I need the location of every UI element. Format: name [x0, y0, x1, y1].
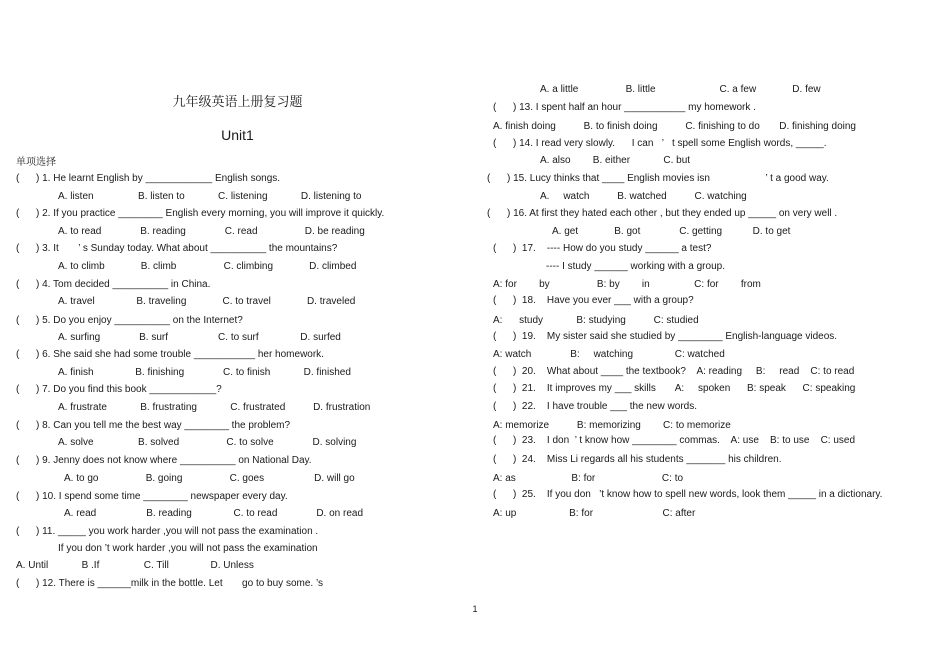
question-line: ( ) 19. My sister said she studied by ________ English-language videos.: [493, 331, 838, 342]
question-line: A. Until B .If C. Till D. Unless: [16, 560, 254, 571]
question-line: A: as B: for C: to: [493, 473, 684, 484]
question-line: A: for by B: by in C: for from: [493, 279, 761, 290]
question-line: ---- I study ______ working with a group.: [546, 261, 725, 272]
question-line: A: memorize B: memorizing C: to memorize: [493, 420, 731, 431]
question-line: ( ) 24. Miss Li regards all his students _______ his children.: [493, 454, 782, 465]
question-line: ( ) 7. Do you find this book ____________?: [16, 384, 222, 395]
question-line: ( ) 6. She said she had some trouble ___________ her homework.: [16, 349, 324, 360]
question-line: ( ) 14. I read very slowly. I can ’ t spell some English words, _____.: [493, 138, 827, 149]
question-line: ( ) 4. Tom decided __________ in China.: [16, 279, 211, 290]
section-heading: 单项选择: [16, 157, 56, 168]
page-number: 1: [472, 604, 478, 614]
question-line: A: up B: for C: after: [493, 508, 696, 519]
question-line: A. travel B. traveling C. to travel D. traveled: [58, 296, 356, 307]
question-line: A. a little B. little C. a few D. few: [540, 84, 821, 95]
question-line: A. get B. got C. getting D. to get: [552, 226, 791, 237]
question-line: ( ) 18. Have you ever ___ with a group?: [493, 295, 694, 306]
question-line: ( ) 9. Jenny does not know where __________ on National Day.: [16, 455, 312, 466]
question-line: A. to read B. reading C. read D. be reading: [58, 226, 365, 237]
question-line: ( ) 17. ---- How do you study ______ a test?: [493, 243, 712, 254]
question-line: ( ) 16. At first they hated each other , but they ended up _____ on very well .: [487, 208, 838, 219]
question-line: ( ) 21. It improves my ___ skills A: spoken B: speak C: speaking: [493, 383, 856, 394]
question-line: A. to climb B. climb C. climbing D. climbed: [58, 261, 357, 272]
question-line: ( ) 12. There is ______milk in the bottle. Let go to buy some. ’s: [16, 578, 324, 589]
question-line: A. finish B. finishing C. to finish D. finished: [58, 367, 351, 378]
question-line: ( ) 1. He learnt English by ____________ English songs.: [16, 173, 281, 184]
question-line: A: watch B: watching C: watched: [493, 349, 725, 360]
question-line: ( ) 13. I spent half an hour ___________ my homework .: [493, 102, 756, 113]
question-line: A: study B: studying C: studied: [493, 315, 699, 326]
question-line: ( ) 3. It ’ s Sunday today. What about __________ the mountains?: [16, 243, 338, 254]
question-line: A. listen B. listen to C. listening D. listening to: [58, 191, 362, 202]
question-line: A. finish doing B. to finish doing C. finishing to do D. finishing doing: [493, 121, 856, 132]
question-line: ( ) 2. If you practice ________ English every morning, you will improve it quickly.: [16, 208, 385, 219]
question-line: A. read B. reading C. to read D. on read: [64, 508, 364, 519]
question-line: ( ) 11. _____ you work harder ,you will not pass the examination .: [16, 526, 319, 537]
question-line: A. also B. either C. but: [540, 155, 691, 166]
question-line: ( ) 5. Do you enjoy __________ on the Internet?: [16, 315, 243, 326]
question-line: ( ) 25. If you don ’t know how to spell new words, look them _____ in a dictionary.: [493, 489, 883, 500]
question-line: ( ) 10. I spend some time ________ newspaper every day.: [16, 491, 288, 502]
question-line: A. solve B. solved C. to solve D. solving: [58, 437, 357, 448]
question-line: ( ) 22. I have trouble ___ the new words.: [493, 401, 697, 412]
question-line: ( ) 15. Lucy thinks that ____ English movies isn ’ t a good way.: [487, 173, 829, 184]
question-line: A. frustrate B. frustrating C. frustrated D. frustration: [58, 402, 371, 413]
unit-heading: Unit1: [221, 127, 254, 143]
document-title: 九年级英语上册复习题: [172, 95, 303, 110]
question-line: If you don ’t work harder ,you will not pass the examination: [58, 543, 318, 554]
question-line: ( ) 8. Can you tell me the best way ________ the problem?: [16, 420, 291, 431]
question-line: ( ) 20. What about ____ the textbook? A: reading B: read C: to read: [493, 366, 855, 377]
question-line: ( ) 23. I don ’ t know how ________ commas. A: use B: to use C: used: [493, 435, 856, 446]
question-line: A. surfing B. surf C. to surf D. surfed: [58, 332, 341, 343]
question-line: A. to go B. going C. goes D. will go: [64, 473, 355, 484]
question-line: A. watch B. watched C. watching: [540, 191, 747, 202]
